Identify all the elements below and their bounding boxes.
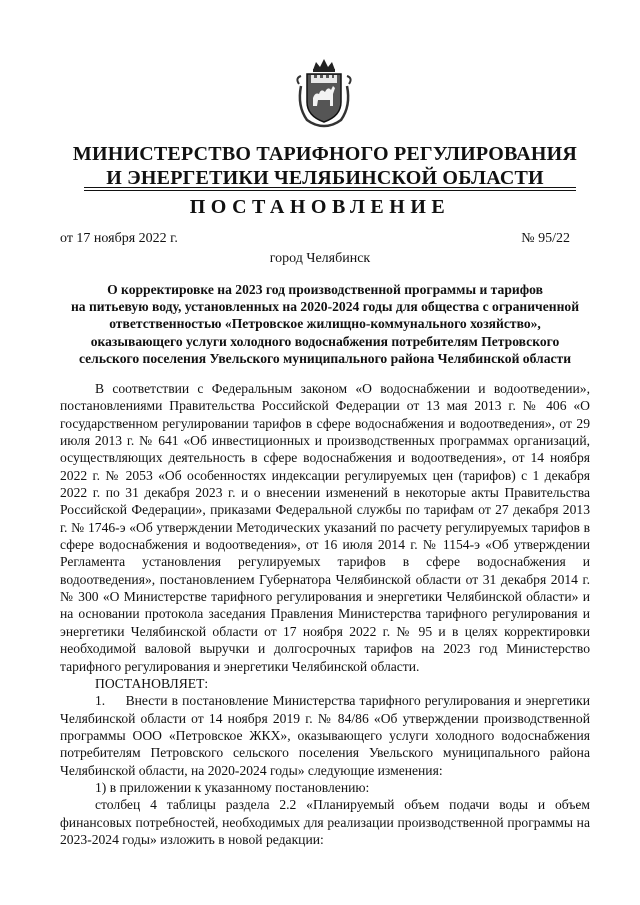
- title-line: оказывающего услуги холодного водоснабжения потребителям Петровского: [90, 333, 560, 349]
- title-line: ответственностью «Петровское жилищно-коммунального хозяйство»,: [109, 316, 541, 332]
- header-divider-secondary: [84, 190, 576, 191]
- document-city: город Челябинск: [269, 251, 371, 266]
- title-line: сельского поселения Увельского муниципального района Челябинской области: [78, 350, 572, 366]
- title-line: О корректировке на 2023 год производственной программы и тарифов: [107, 282, 543, 297]
- preamble-paragraph: В соответствии с Федеральным законом «О водоснабжении и водоотведении», постановлениями Правительства Российской Федерации от 13 мая 2013 г. № 406 «О государственном регулировании тарифов в сфере водоснабжения и водоотведения», от 29 июля 2013 г. № 641 «Об инвестиционных и производственных программах организаций, осуществляющих деятельность в сфере водоснабжения и водоотведения», от 14 ноября 2022 г. № 2053 «Об особенностях индексации регулируемых цен (тарифов) с 1 декабря 2022 г. по 31 декабря 2023 г. и о внесении изменений в некоторые акты Правительства Российской Федерации», приказами Федеральной службы по тарифам от 27 декабря 2013 г. № 1746-э «Об утверждении Методических указаний по расчету регулируемых тарифов в сфере водоснабжения и водоотведения», от 16 июля 2014 г. № 1154-э «Об утверждении Регламента установления регулируемых тарифов в сфере водоснабжения и водоотведения», постановлением Губернатора Челябинской области от 31 декабря 2014 г. № 300 «О Министерстве тарифного регулирования и энергетики Челябинской области» и на основании протокола заседания Правления Министерства тарифного регулирования и энергетики Челябинской области от 17 ноября 2022 г. № 95 и в целях корректировки необходимой валовой выручки и долгосрочных тарифов на 2023 год Министерство тарифного регулирования и энергетики Челябинской области.: [60, 381, 590, 674]
- item-1-subitem-1: 1) в приложении к указанному постановлению:: [95, 779, 370, 795]
- item-1-paragraph: 1. Внести в постановление Министерства тарифного регулирования и энергетики Челябинской области от 14 ноября 2019 г. № 84/86 «Об утверждении производственной программы ООО «Петровское ЖКХ», оказывающего услуги холодного водоснабжения потребителям Петровского сельского поселения Увельского муниципального района Челябинской области, на 2020-2024 годы» следующие изменения:: [60, 693, 590, 778]
- document-number: № 95/22: [521, 231, 570, 246]
- document-body: [60, 380, 590, 848]
- document-date: от 17 ноября 2022 г.: [60, 231, 178, 246]
- ministry-name: [60, 142, 590, 190]
- ministry-name-line2: И ЭНЕРГЕТИКИ ЧЕЛЯБИНСКОЙ ОБЛАСТИ: [106, 167, 544, 189]
- coat-of-arms-icon: [295, 56, 353, 128]
- title-line: на питьевую воду, установленных на 2020-2024 годы для общества с ограниченной: [70, 299, 580, 315]
- item-1-subitem-1-text: столбец 4 таблицы раздела 2.2 «Планируемый объем подачи воды и объем финансовых потребностей, необходимых для реализации производственной программы на 2023-2024 годы» изложить в новой редакции:: [60, 797, 590, 847]
- header-divider: [84, 187, 576, 188]
- document-title: [60, 281, 590, 367]
- ministry-name-line1: МИНИСТЕРСТВО ТАРИФНОГО РЕГУЛИРОВАНИЯ: [72, 143, 578, 165]
- document-type: ПОСТАНОВЛЕНИЕ: [189, 196, 451, 218]
- decree-word: ПОСТАНОВЛЯЕТ:: [95, 675, 209, 691]
